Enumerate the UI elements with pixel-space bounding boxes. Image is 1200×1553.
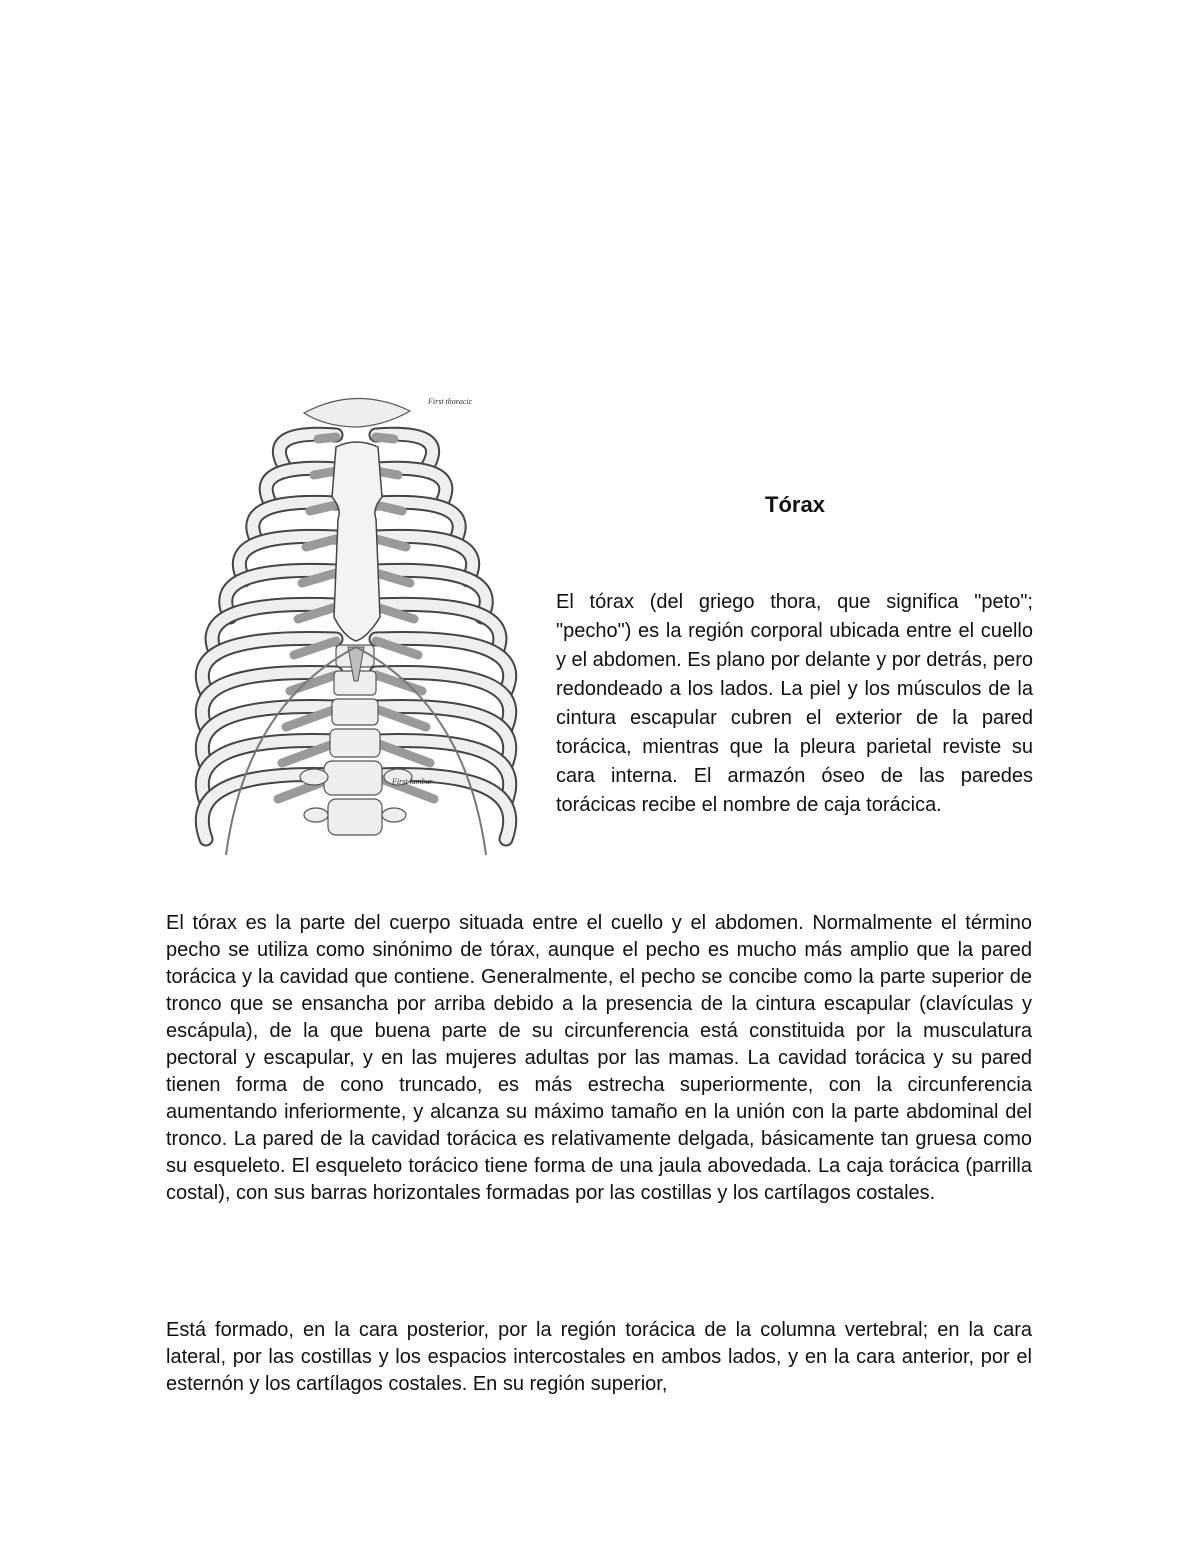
intro-paragraph: El tórax (del griego thora, que significa "peto"; "pecho") es la región corporal ubicada entre el cuello y el abdomen. Es plano por delante y por detrás, pero redondeado a los lados. La piel y los músculos de la cintura escapular cubren el exterior de la pared torácica, mientras que la pleura parietal reviste su cara interna. El armazón óseo de las paredes torácicas recibe el nombre de caja torácica. (556, 591, 1033, 816)
costal-cartilage (376, 505, 402, 511)
body-paragraph-2: Está formado, en la cara posterior, por la región torácica de la columna vertebral; en la cara lateral, por las costillas y los espacios intercostales en ambos lados, y en la cara anterior, por el esternón y los cartílagos costales. En su región superior, (166, 1319, 1032, 1395)
costal-cartilage (310, 505, 336, 511)
rib-cage-drawing (186, 385, 526, 875)
costal-cartilage (376, 437, 394, 439)
costal-cartilage (314, 471, 336, 475)
page-title: Tórax (765, 492, 825, 517)
first-thoracic-label: First thoracic (428, 397, 473, 406)
costal-cartilage (318, 437, 336, 439)
first-lumbar-label: First lumbar (392, 777, 433, 786)
rib-cage-illustration (186, 385, 526, 875)
body-paragraph-1: El tórax es la parte del cuerpo situada entre el cuello y el abdomen. Normalmente el término pecho se utiliza como sinónimo de tórax, aunque el pecho es mucho más amplio que la pared torácica y la cavidad que contiene. Generalmente, el pecho se concibe como la parte superior de tronco que se ensancha por arriba debido a la presencia de la cintura escapular (clavículas y escápula), de la que buena parte de su circunferencia está constituida por la musculatura pectoral y escapular, y en las mujeres adultas por las mamas. La cavidad torácica y su pared tienen forma de cono truncado, es más estrecha superiormente, con la circunferencia aumentando inferiormente, y alcanza su máximo tamaño en la unión con la parte abdominal del tronco. La pared de la cavidad torácica es relativamente delgada, básicamente tan gruesa como su esqueleto. El esqueleto torácico tiene forma de una jaula abovedada. La caja torácica (parrilla costal), con sus barras horizontales formadas por las costillas y los cartílagos costales. (166, 912, 1032, 1204)
